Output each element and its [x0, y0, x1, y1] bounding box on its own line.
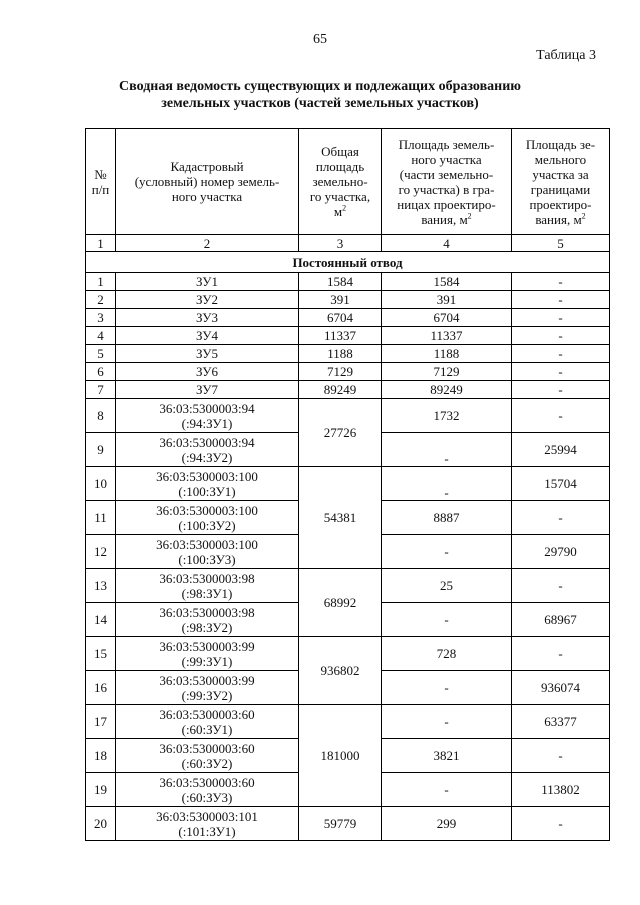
header-row — [86, 129, 610, 235]
table-row: 1 ЗУ1 1584 1584 - — [86, 273, 610, 291]
table-row: 13 36:03:5300003:98 (:98:ЗУ1) 68992 25 - — [86, 569, 610, 603]
cadastral-cell: 36:03:5300003:94 (:94:ЗУ2) — [116, 433, 299, 467]
cadastral-cell: 36:03:5300003:100 (:100:ЗУ1) — [116, 467, 299, 501]
cadastral-cell: 36:03:5300003:94 (:94:ЗУ1) — [116, 399, 299, 433]
table-row: 8 36:03:5300003:94 (:94:ЗУ1) 27726 1732 - — [86, 399, 610, 433]
column-number: 1 — [86, 235, 116, 252]
total-area-cell: 59779 — [299, 807, 382, 841]
total-area-cell: 27726 — [299, 399, 382, 467]
section-title: Постоянный отвод — [86, 252, 610, 273]
title-line-1: Сводная ведомость существующих и подлежащих образованию — [119, 79, 521, 94]
total-area-cell: 68992 — [299, 569, 382, 637]
header-cadastral: Кадастровый (условный) номер земель- ного участка — [116, 129, 299, 235]
cadastral-cell: 36:03:5300003:101 (:101:ЗУ1) — [116, 807, 299, 841]
table-row: 11 36:03:5300003:100 (:100:ЗУ2) 8887 - — [86, 501, 610, 535]
header-area-out: Площадь зе- мельного участка за границами проектиро- вания, $м^2$ — [512, 129, 610, 235]
table-row: 5 ЗУ5 1188 1188 - — [86, 345, 610, 363]
table-row: 10 36:03:5300003:100 (:100:ЗУ1) 54381 - 15704 — [86, 467, 610, 501]
table-row: 7 ЗУ7 89249 89249 - — [86, 381, 610, 399]
table-row: 9 36:03:5300003:94 (:94:ЗУ2) - 25994 — [86, 433, 610, 467]
title-line-2: земельных участков (частей земельных участков) — [161, 96, 479, 111]
table-row: 20 36:03:5300003:101 (:101:ЗУ1) 59779 299 - — [86, 807, 610, 841]
total-area-cell: 181000 — [299, 705, 382, 807]
column-number: 2 — [116, 235, 299, 252]
table-row: 19 36:03:5300003:60 (:60:ЗУ3) - 113802 — [86, 773, 610, 807]
section-row — [86, 252, 610, 273]
cadastral-cell: 36:03:5300003:60 (:60:ЗУ3) — [116, 773, 299, 807]
header-area-in: Площадь земель- ного участка (части земельно- го участка) в гра- ницах проектиро- вания, $м^2$ — [382, 129, 512, 235]
page-number: 65 — [313, 32, 327, 47]
summary-table — [85, 128, 610, 841]
table-row: 3 ЗУ3 6704 6704 - — [86, 309, 610, 327]
header-total-area: Общая площадь земельно- го участка, $м^2$ — [299, 129, 382, 235]
column-number: 5 — [512, 235, 610, 252]
cadastral-cell: 36:03:5300003:60 (:60:ЗУ2) — [116, 739, 299, 773]
table-row: 2 ЗУ2 391 391 - — [86, 291, 610, 309]
table-row: 17 36:03:5300003:60 (:60:ЗУ1) 181000 - 63377 — [86, 705, 610, 739]
table-row: 14 36:03:5300003:98 (:98:ЗУ2) - 68967 — [86, 603, 610, 637]
cadastral-cell: 36:03:5300003:60 (:60:ЗУ1) — [116, 705, 299, 739]
total-area-cell: 936802 — [299, 637, 382, 705]
table-label: Таблица 3 — [536, 48, 596, 63]
cadastral-cell: 36:03:5300003:100 (:100:ЗУ3) — [116, 535, 299, 569]
cadastral-cell: 36:03:5300003:100 (:100:ЗУ2) — [116, 501, 299, 535]
table-row: 18 36:03:5300003:60 (:60:ЗУ2) 3821 - — [86, 739, 610, 773]
document-title — [60, 78, 580, 112]
header-number: № п/п — [86, 129, 116, 235]
table-row: 6 ЗУ6 7129 7129 - — [86, 363, 610, 381]
table-row: 15 36:03:5300003:99 (:99:ЗУ1) 936802 728 - — [86, 637, 610, 671]
table-row: 12 36:03:5300003:100 (:100:ЗУ3) - 29790 — [86, 535, 610, 569]
column-number: 3 — [299, 235, 382, 252]
cadastral-cell: 36:03:5300003:98 (:98:ЗУ1) — [116, 569, 299, 603]
cadastral-cell: 36:03:5300003:98 (:98:ЗУ2) — [116, 603, 299, 637]
cadastral-cell: 36:03:5300003:99 (:99:ЗУ2) — [116, 671, 299, 705]
column-number-row — [86, 235, 610, 252]
table-row: 4 ЗУ4 11337 11337 - — [86, 327, 610, 345]
table-row: 16 36:03:5300003:99 (:99:ЗУ2) - 936074 — [86, 671, 610, 705]
total-area-cell: 54381 — [299, 467, 382, 569]
cadastral-cell: 36:03:5300003:99 (:99:ЗУ1) — [116, 637, 299, 671]
column-number: 4 — [382, 235, 512, 252]
